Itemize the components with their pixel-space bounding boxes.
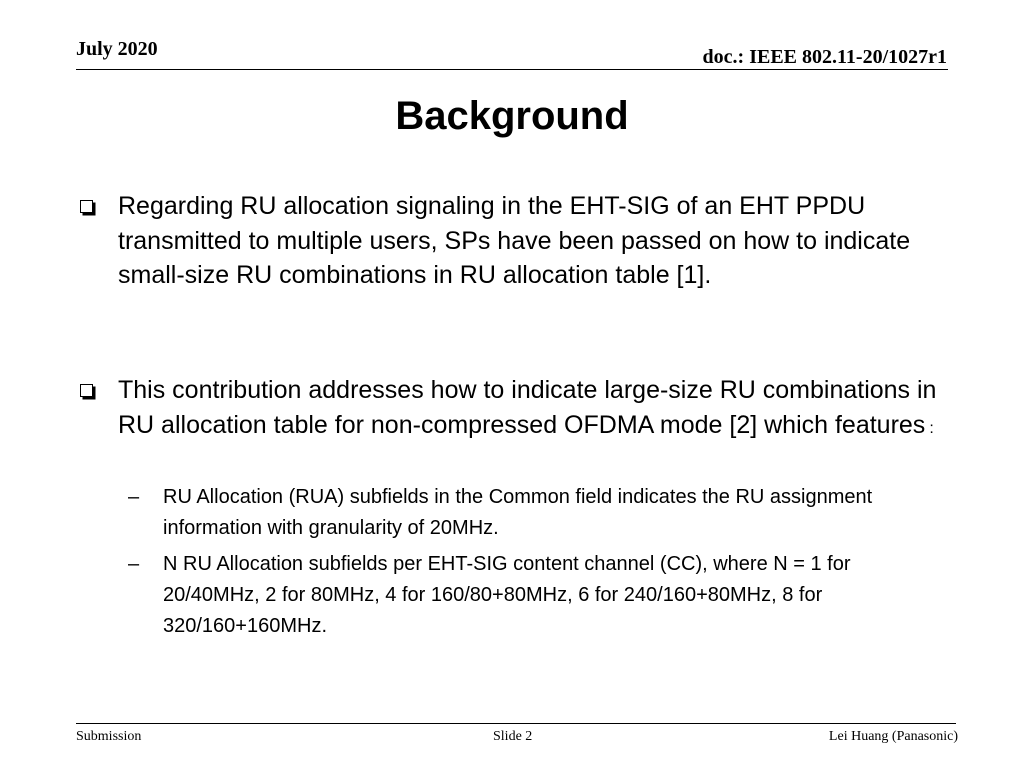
bullet-text-suffix: : xyxy=(929,419,934,437)
bullet-item xyxy=(80,373,950,446)
header-doc-id: doc.: IEEE 802.11-20/1027r1 xyxy=(702,46,947,68)
sub-bullet-text: N RU Allocation subfields per EHT-SIG content channel (CC), where N = 1 for 20/40MHz, 2 for 80MHz, 4 for 160/80+80MHz, 6 for 240/160+80MHz, 8 for 320/160+160MHz. xyxy=(163,553,851,637)
sub-bullet-text: RU Allocation (RUA) subfields in the Common field indicates the RU assignment information with granularity of 20MHz. xyxy=(163,486,873,539)
bullet-item xyxy=(80,189,950,293)
sub-bullet-item xyxy=(128,549,943,642)
header-rule xyxy=(76,69,948,70)
checkbox-bullet-icon xyxy=(80,384,93,397)
footer-slide-number: Slide 2 xyxy=(493,729,533,744)
bullet-text xyxy=(118,373,950,446)
header-date: July 2020 xyxy=(76,38,158,60)
checkbox-bullet-icon xyxy=(80,200,93,213)
sub-bullet-item xyxy=(128,482,943,544)
bullet-text-body: This contribution addresses how to indicate large-size RU combinations in RU allocation table for non-compressed OFDMA mode [2] which features xyxy=(118,376,937,439)
slide-title: Background xyxy=(395,94,629,138)
footer-submission: Submission xyxy=(76,729,142,744)
footer-author: Lei Huang (Panasonic) xyxy=(828,729,958,744)
dash-marker: – xyxy=(128,553,140,575)
footer-rule xyxy=(76,723,956,724)
bullet-text: Regarding RU allocation signaling in the EHT-SIG of an EHT PPDU transmitted to multiple users, SPs have been passed on how to indicate small-size RU combinations in RU allocation table [1]. xyxy=(118,192,911,289)
dash-marker: – xyxy=(128,486,140,508)
